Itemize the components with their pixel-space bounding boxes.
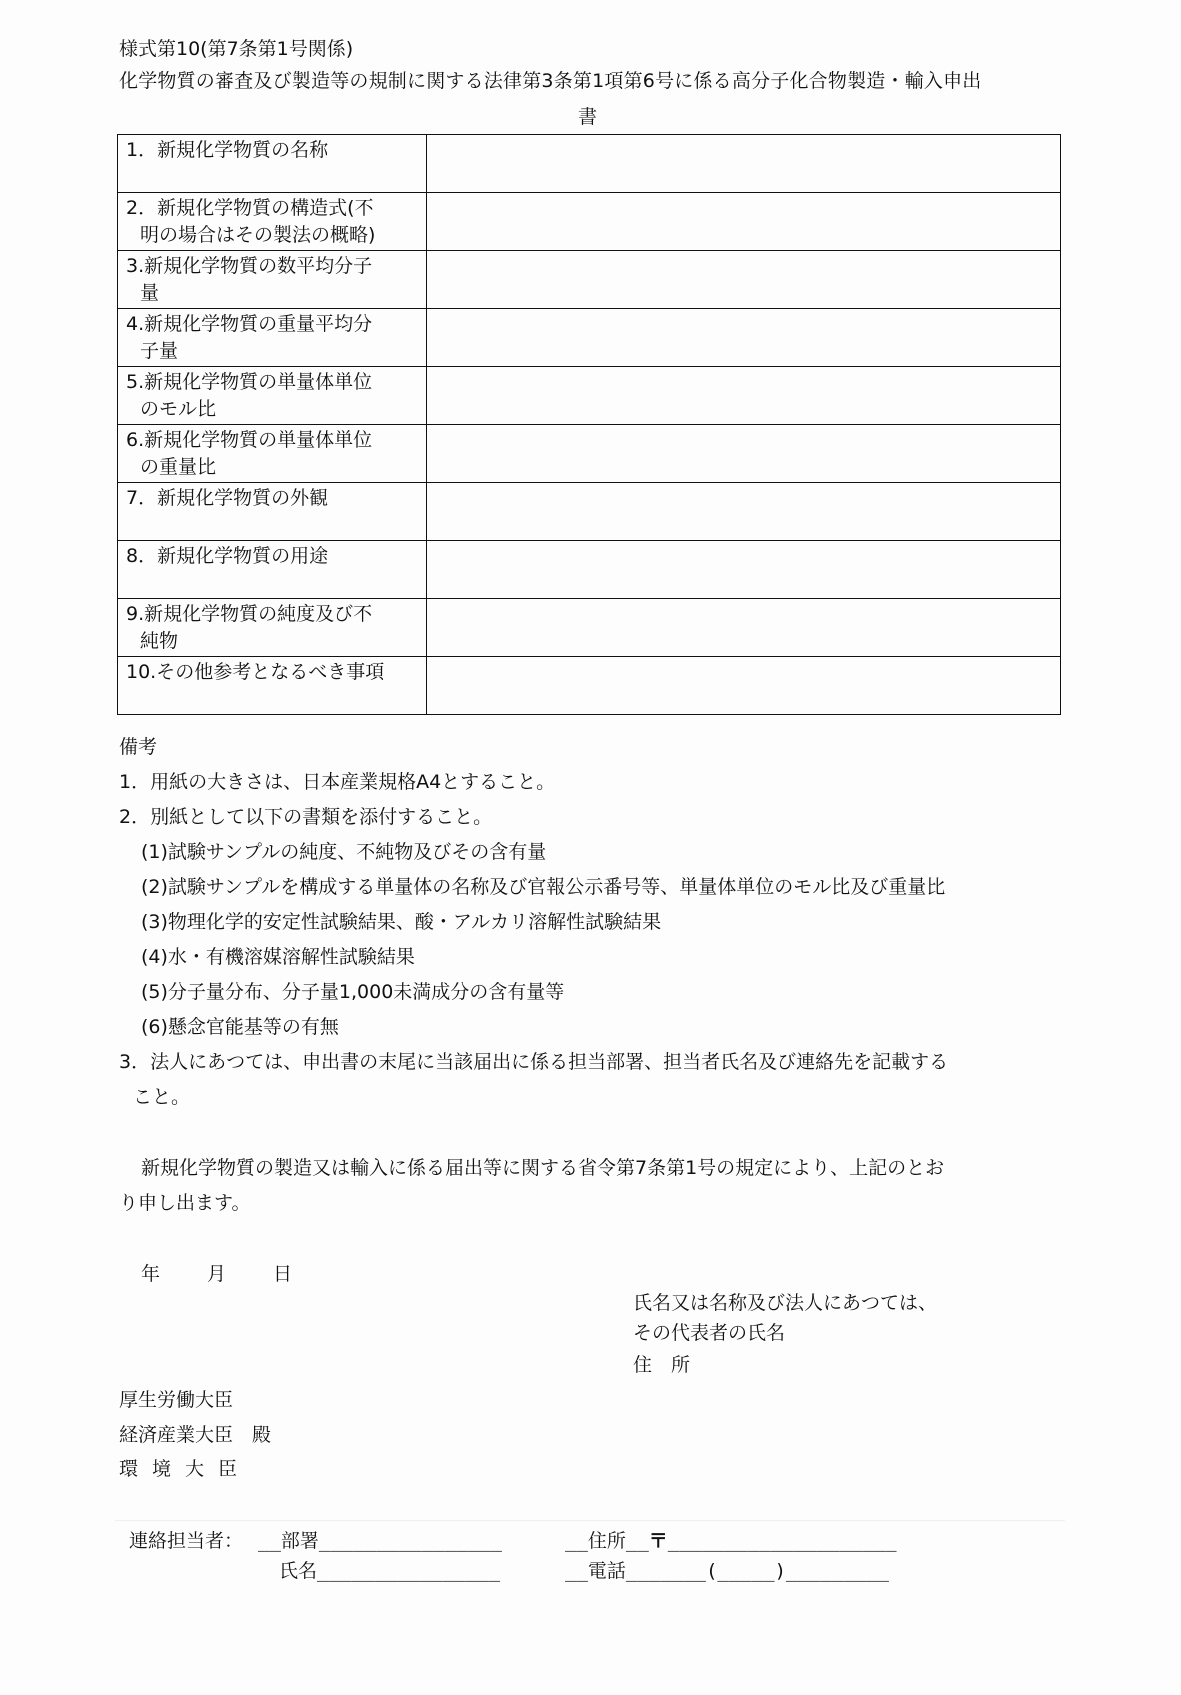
table-row <box>118 483 1061 541</box>
row-label: 5.新規化学物質の単量体単位 のモル比 <box>118 367 427 425</box>
table-row <box>118 425 1061 483</box>
remark-note-3-continued: こと。 <box>133 1086 191 1108</box>
attachment-item: (1)試験サンプルの純度、不純物及びその含有量 <box>141 841 547 863</box>
table-row <box>118 309 1061 367</box>
signatory-name-label-continued: その代表者の氏名 <box>633 1322 786 1344</box>
row-label: 4.新規化学物質の重量平均分 子量 <box>118 309 427 367</box>
row-label: 3.新規化学物質の数平均分子 量 <box>118 251 427 309</box>
remark-note-2: 2．別紙として以下の書類を添付すること。 <box>119 806 493 828</box>
row-label: 6.新規化学物質の単量体単位 の重量比 <box>118 425 427 483</box>
table-row <box>118 135 1061 193</box>
signatory-address-label: 住 所 <box>633 1354 691 1376</box>
attachment-item: (5)分子量分布、分子量1,000未満成分の含有量等 <box>141 981 565 1003</box>
table-row <box>118 599 1061 657</box>
row-value-field[interactable] <box>427 425 1061 483</box>
row-value-field[interactable] <box>427 541 1061 599</box>
row-value-field[interactable] <box>427 599 1061 657</box>
table-row <box>118 541 1061 599</box>
form-number: 様式第10(第7条第1号関係) <box>119 38 354 60</box>
row-label: 1．新規化学物質の名称 <box>118 135 427 193</box>
document-title: 化学物質の審査及び製造等の規制に関する法律第3条第1項第6号に係る高分子化合物製造・輸入申出 <box>119 70 982 92</box>
day-field[interactable]: 日 <box>273 1263 293 1285</box>
contact-department-field[interactable]: __部署________________ <box>258 1530 502 1552</box>
attachment-item: (3)物理化学的安定性試験結果、酸・アルカリ溶解性試験結果 <box>141 911 662 933</box>
remarks-heading: 備考 <box>119 736 158 758</box>
row-value-field[interactable] <box>427 135 1061 193</box>
row-value-field[interactable] <box>427 309 1061 367</box>
signatory-name-label: 氏名又は名称及び法人にあつては、 <box>633 1292 938 1314</box>
document-title-continued: 書 <box>578 106 598 128</box>
declaration-text: 新規化学物質の製造又は輸入に係る届出等に関する省令第7条第1号の規定により、上記のとお <box>141 1157 945 1179</box>
row-value-field[interactable] <box>427 193 1061 251</box>
year-field[interactable]: 年 <box>141 1263 161 1285</box>
addressee-meti: 経済産業大臣 殿 <box>119 1424 272 1446</box>
row-value-field[interactable] <box>427 367 1061 425</box>
contact-phone-field[interactable]: __電話_______(_____)_________ <box>565 1560 889 1582</box>
contact-person-label: 連絡担当者： <box>129 1530 244 1552</box>
row-label: 7．新規化学物質の外観 <box>118 483 427 541</box>
attachment-item: (4)水・有機溶媒溶解性試験結果 <box>141 946 415 968</box>
contact-divider <box>115 1520 1065 1521</box>
table-row <box>118 657 1061 715</box>
contact-name-field[interactable]: 氏名________________ <box>279 1560 501 1582</box>
attachment-item: (2)試験サンプルを構成する単量体の名称及び官報公示番号等、単量体単位のモル比及び重量比 <box>141 876 946 898</box>
date-line <box>141 1263 292 1285</box>
postal-mark-icon: 〒 <box>648 1530 668 1552</box>
declaration-text-continued: り申し出ます。 <box>119 1192 251 1214</box>
addressee-moe: 環境大臣 <box>119 1458 252 1480</box>
attachment-item: (6)懸念官能基等の有無 <box>141 1016 339 1038</box>
row-label: 2．新規化学物質の構造式(不 明の場合はその製法の概略) <box>118 193 427 251</box>
application-form-table <box>117 134 1061 715</box>
addressee-mhlw: 厚生労働大臣 <box>119 1389 234 1411</box>
row-label: 10.その他参考となるべき事項 <box>118 657 427 715</box>
table-row <box>118 367 1061 425</box>
table-row <box>118 193 1061 251</box>
month-field[interactable]: 月 <box>207 1263 227 1285</box>
table-row <box>118 251 1061 309</box>
remark-note-3: 3．法人にあつては、申出書の末尾に当該届出に係る担当部署、担当者氏名及び連絡先を記載する <box>119 1051 949 1073</box>
remark-note-1: 1．用紙の大きさは、日本産業規格A4とすること。 <box>119 771 556 793</box>
row-label: 9.新規化学物質の純度及び不 純物 <box>118 599 427 657</box>
row-value-field[interactable] <box>427 657 1061 715</box>
row-value-field[interactable] <box>427 251 1061 309</box>
row-value-field[interactable] <box>427 483 1061 541</box>
row-label: 8．新規化学物質の用途 <box>118 541 427 599</box>
contact-address-field[interactable]: __住所__〒____________________ <box>565 1530 897 1552</box>
